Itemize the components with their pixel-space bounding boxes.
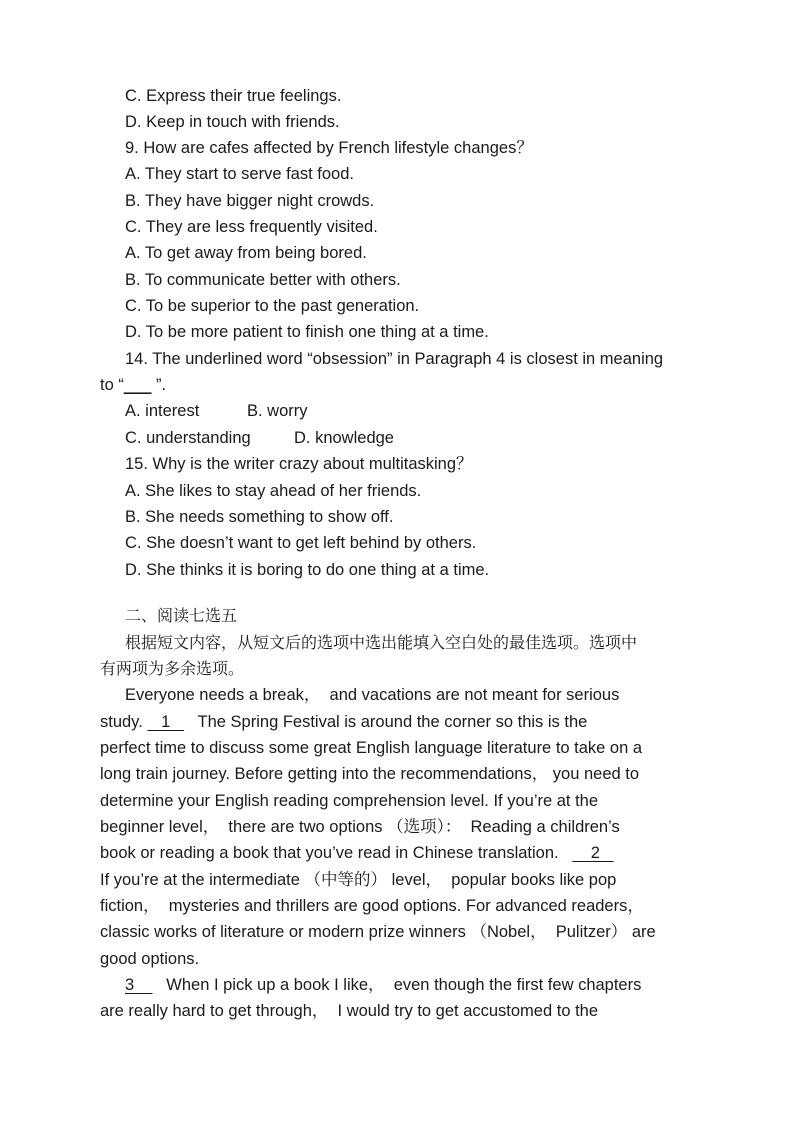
passage-line: fiction， mysteries and thrillers are good options. For advanced readers， [100,897,644,915]
q14-stem-line1: 14. The underlined word “obsession” in Paragraph 4 is closest in meaning [125,350,664,368]
passage-line: long train journey. Before getting into the recommendations， you need to [100,765,640,783]
passage-text: book or reading a book that you’ve read in Chinese translation. [100,844,573,862]
passage-line: good options. [100,950,200,968]
q9-option-c: C. They are less frequently visited. [125,218,378,236]
passage-line: Everyone needs a break， and vacations are not meant for serious [125,686,620,704]
passage-line [125,974,641,996]
passage-line: are really hard to get through， I would try to get accustomed to the [100,1002,599,1020]
q14-stem-line2 [100,374,166,396]
q15-option-b: B. She needs something to show off. [125,508,394,526]
q8-option-c: C. Express their true feelings. [125,87,342,105]
passage-text: When I pick up a book I like， even though the first few chapters [152,976,642,994]
q9-option-a: A. They start to serve fast food. [125,165,354,183]
passage-text: study. [100,713,148,731]
passage-text: The Spring Festival is around the corner so this is the [184,713,588,731]
q14-option-c: C. understanding [125,429,251,447]
q14-stem-suffix: ”. [151,376,167,394]
q15-stem: 15. Why is the writer crazy about multitasking？ [125,455,473,473]
q-option-a: A. To get away from being bored. [125,244,367,262]
q-option-c: C. To be superior to the past generation. [125,297,420,315]
q15-option-c: C. She doesn’t want to get left behind by others. [125,534,477,552]
q14-option-a: A. interest [125,402,200,420]
section-heading: 二、阅读七选五 [125,606,238,625]
blank-3: 3 [125,976,153,994]
passage-line [100,842,614,864]
passage-line: determine your English reading comprehension level. If you’re at the [100,792,599,810]
section-instruction-line2: 有两项为多余选项。 [100,659,245,678]
q14-blank: ___ [123,376,152,394]
q-option-b: B. To communicate better with others. [125,271,401,289]
q9-stem: 9. How are cafes affected by French lifestyle changes？ [125,139,533,157]
passage-line: perfect time to discuss some great English language literature to take on a [100,739,643,757]
passage-line [100,711,587,733]
q9-option-b: B. They have bigger night crowds. [125,192,375,210]
section-instruction-line1: 根据短文内容，从短文后的选项中选出能填入空白处的最佳选项。选项中 [125,633,638,652]
blank-2: 2 [572,844,614,862]
q14-option-b: B. worry [247,402,308,420]
blank-1: 1 [147,713,185,731]
passage-line: If you’re at the intermediate （中等的） level， popular books like pop [100,871,617,889]
q14-option-d: D. knowledge [294,429,394,447]
passage-line: beginner level， there are two options （选项）： Reading a children’s [100,818,620,836]
passage-line: classic works of literature or modern prize winners （Nobel， Pulitzer） are [100,923,656,941]
q14-stem-prefix: to “ [100,376,124,394]
q8-option-d: D. Keep in touch with friends. [125,113,340,131]
q15-option-d: D. She thinks it is boring to do one thing at a time. [125,561,490,579]
q15-option-a: A. She likes to stay ahead of her friends. [125,482,422,500]
q-option-d: D. To be more patient to finish one thing at a time. [125,323,489,341]
